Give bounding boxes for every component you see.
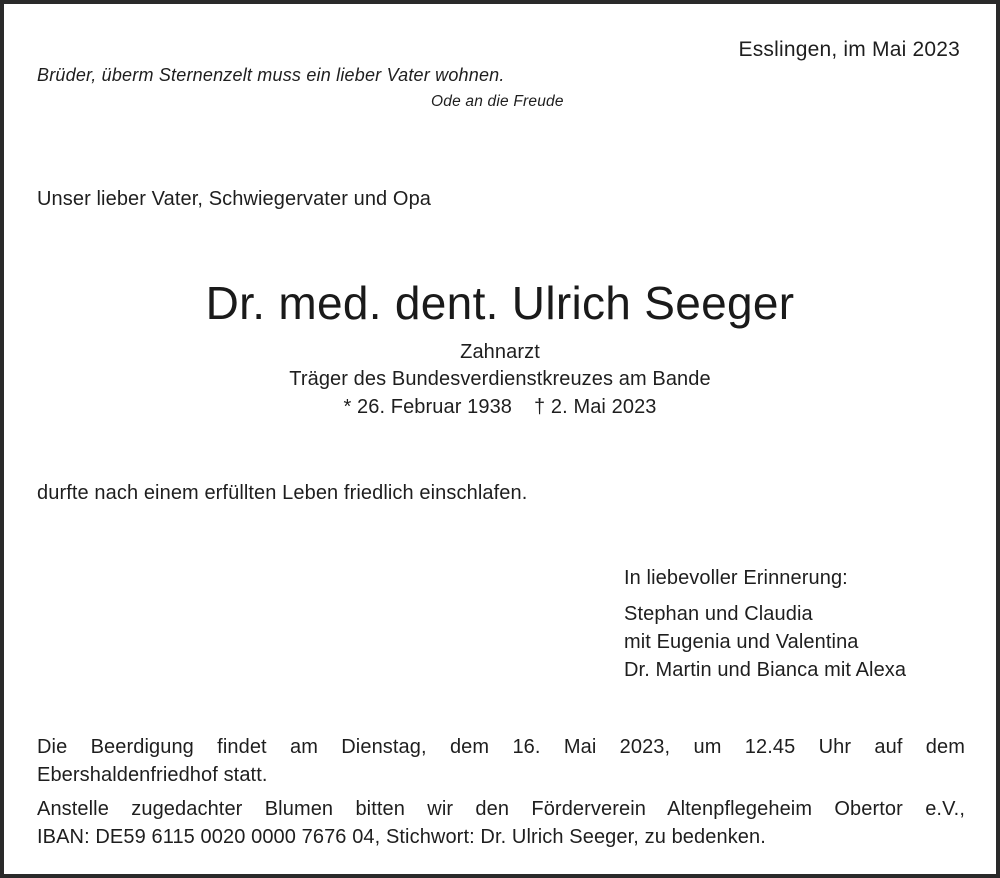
donation-info bbox=[37, 795, 965, 851]
donation-line: Anstelle zugedachter Blumen bitten wir den Förderverein Altenpflegeheim Obertor e.V., bbox=[37, 798, 965, 820]
deceased-name: Dr. med. dent. Ulrich Seeger bbox=[205, 277, 795, 329]
mourner-line: Dr. Martin und Bianca mit Alexa bbox=[624, 659, 907, 681]
life-dates bbox=[4, 396, 996, 419]
funeral-line: Die Beerdigung findet am Dienstag, dem 16. Mai 2023, um 12.45 Uhr auf dem bbox=[37, 736, 965, 758]
birth-date: * 26. Februar 1938 bbox=[343, 396, 513, 418]
mourner-line: mit Eugenia und Valentina bbox=[624, 631, 859, 653]
funeral-info bbox=[37, 733, 965, 851]
intro-line: Unser lieber Vater, Schwiegervater und Opa bbox=[37, 188, 432, 210]
death-date: † 2. Mai 2023 bbox=[534, 396, 657, 418]
epigraph-source: Ode an die Freude bbox=[431, 93, 564, 110]
mourners-block bbox=[624, 564, 906, 684]
mourners-heading: In liebevoller Erinnerung: bbox=[624, 567, 848, 589]
place-and-date: Esslingen, im Mai 2023 bbox=[738, 38, 960, 61]
deceased-honor: Träger des Bundesverdienstkreuzes am Bande bbox=[289, 368, 711, 390]
epigraph-quote: Brüder, überm Sternenzelt muss ein lieber Vater wohnen. bbox=[37, 65, 505, 85]
obituary-notice bbox=[4, 4, 996, 874]
deceased-profession: Zahnarzt bbox=[460, 341, 540, 363]
mourner-line: Stephan und Claudia bbox=[624, 603, 813, 625]
passing-text: durfte nach einem erfüllten Leben friedlich einschlafen. bbox=[37, 482, 528, 504]
funeral-line: Ebershaldenfriedhof statt. bbox=[37, 764, 268, 786]
donation-line: IBAN: DE59 6115 0020 0000 7676 04, Stichwort: Dr. Ulrich Seeger, zu bedenken. bbox=[37, 826, 766, 848]
